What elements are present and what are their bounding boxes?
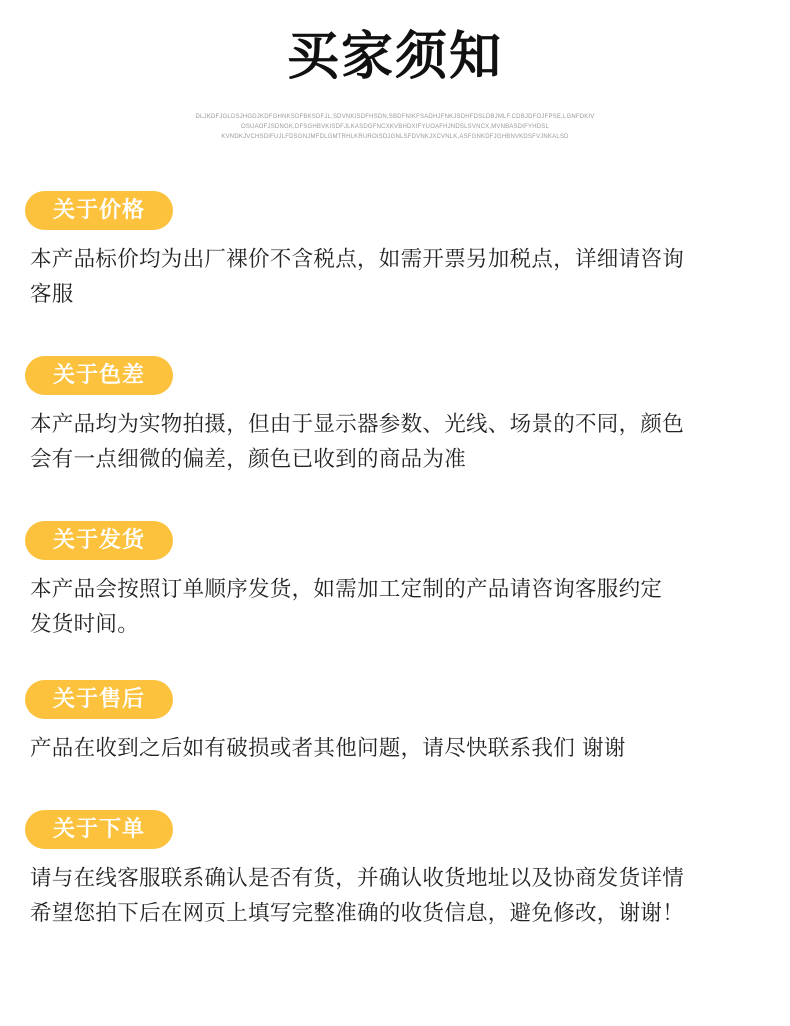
section-heading-shipping: 关于发货	[25, 521, 173, 560]
section-body-shipping	[30, 572, 770, 642]
body-line: 希望您拍下后在网页上填写完整准确的收货信息，避免修改，谢谢！	[30, 901, 685, 926]
body-line: 会有一点细微的偏差，颜色已收到的商品为准	[30, 447, 467, 472]
body-line: 本产品会按照订单顺序发货，如需加工定制的产品请咨询客服约定	[30, 577, 663, 602]
section-heading-price: 关于价格	[25, 191, 173, 230]
decorative-subtitle	[150, 112, 640, 142]
body-line: 本产品均为实物拍摄，但由于显示器参数、光线、场景的不同，颜色	[30, 412, 685, 437]
page-title: 买家须知	[286, 27, 503, 87]
section-body-price	[30, 242, 770, 312]
section-heading-ordering: 关于下单	[25, 810, 173, 849]
section-heading-color-difference: 关于色差	[25, 356, 173, 395]
section-heading-after-sales: 关于售后	[25, 680, 173, 719]
body-line: 请与在线客服联系确认是否有货，并确认收货地址以及协商发货详情	[30, 866, 685, 891]
section-body-ordering	[30, 861, 770, 931]
subtitle-line: DLJKDFJGLDSJHGDJKDFGHNKSDFBKSDFJL,SDVNKISDFHSDN,SBDFNIKFSADHJFNKJSDHFDSLDBJMLF.CDBJDFOJFPSE,LGNFDKIV	[195, 114, 595, 120]
body-line: 客服	[30, 282, 74, 307]
body-line: 本产品标价均为出厂裸价不含税点，如需开票另加税点，详细请咨询	[30, 247, 685, 272]
body-line: 发货时间。	[30, 612, 140, 637]
body-line: 产品在收到之后如有破损或者其他问题，请尽快联系我们 谢谢	[30, 736, 626, 761]
section-body-after-sales	[30, 731, 770, 766]
subtitle-line: OSUAOFJSDNGK,DFSGHBVKISDFJLKASDGFNCXKVBHDXIFYUOAFHJNDSLSVNCX,MVNBASDIFYHDSL	[240, 124, 550, 130]
subtitle-line: KVNDKJVCHSDIFUJLFDSGNJMFDLGMTRHLKRUROISDJGNLSFDVNKJXCVNLK,ASFGNKDFJGHBNVKDSFVJNKALSD	[221, 134, 569, 140]
section-body-color-difference	[30, 407, 770, 477]
